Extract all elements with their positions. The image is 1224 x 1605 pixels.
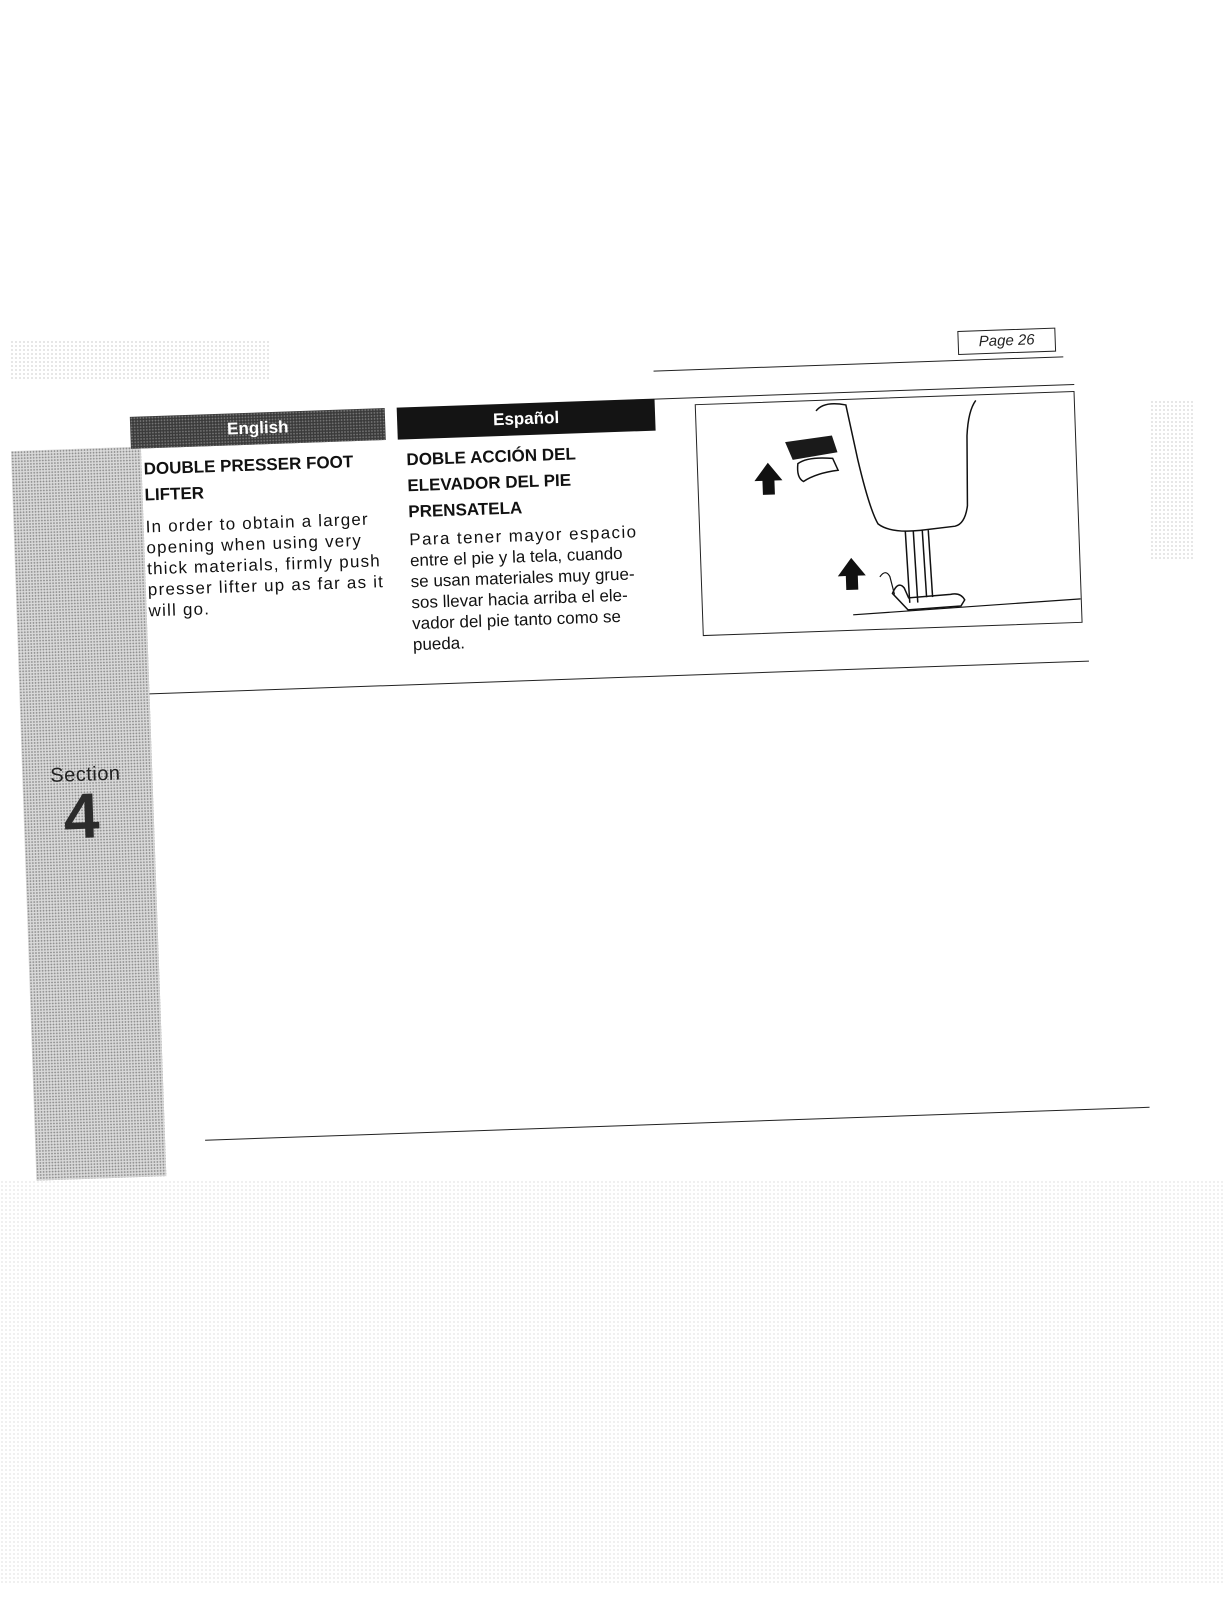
spanish-title xyxy=(406,441,578,525)
english-body-line: opening when using very xyxy=(146,530,363,558)
sewing-machine-drawing xyxy=(696,392,1082,635)
english-header: English xyxy=(130,408,386,449)
middle-rule xyxy=(149,661,1088,695)
english-title-line: LIFTER xyxy=(144,483,205,505)
spanish-body xyxy=(409,521,642,655)
presser-foot xyxy=(892,583,965,611)
spanish-body-line: Para tener mayor espacio xyxy=(408,522,638,550)
spanish-body-line: sos llevar hacia arriba el ele- xyxy=(411,585,629,613)
up-arrow-icon xyxy=(837,557,866,590)
top-rule xyxy=(654,356,1064,371)
english-body-line: presser lifter up as far as it xyxy=(147,572,385,600)
fabric-line xyxy=(853,599,1081,615)
presser-foot-illustration xyxy=(695,391,1083,636)
page-number: Page 26 xyxy=(957,328,1056,355)
spanish-title-line: PRENSATELA xyxy=(407,498,523,522)
english-body-line: will go. xyxy=(148,599,211,621)
english-body xyxy=(145,508,385,621)
section-label: Section xyxy=(49,762,121,787)
section-sidebar xyxy=(11,447,166,1181)
english-title xyxy=(143,449,354,508)
english-title-line: DOUBLE PRESSER FOOT xyxy=(143,452,354,479)
spanish-body-line: se usan materiales muy grue- xyxy=(410,564,635,592)
lifter-lever-handle xyxy=(797,457,838,481)
spanish-header: Español xyxy=(397,399,656,440)
bottom-rule xyxy=(205,1107,1149,1141)
spanish-body-line: vador del pie tanto como se xyxy=(411,606,622,634)
lifter-lever xyxy=(785,435,838,460)
machine-head-outline xyxy=(816,399,980,535)
section-number: 4 xyxy=(62,779,101,853)
spanish-title-line: DOBLE ACCIÓN DEL xyxy=(406,444,577,470)
up-arrow-icon xyxy=(754,462,783,495)
spanish-title-line: ELEVADOR DEL PIE xyxy=(407,470,572,496)
english-body-line: thick materials, firmly push xyxy=(146,551,382,579)
spanish-body-line: pueda. xyxy=(412,633,466,655)
spanish-body-line: entre el pie y la tela, cuando xyxy=(409,543,623,571)
english-body-line: In order to obtain a larger xyxy=(145,509,370,537)
